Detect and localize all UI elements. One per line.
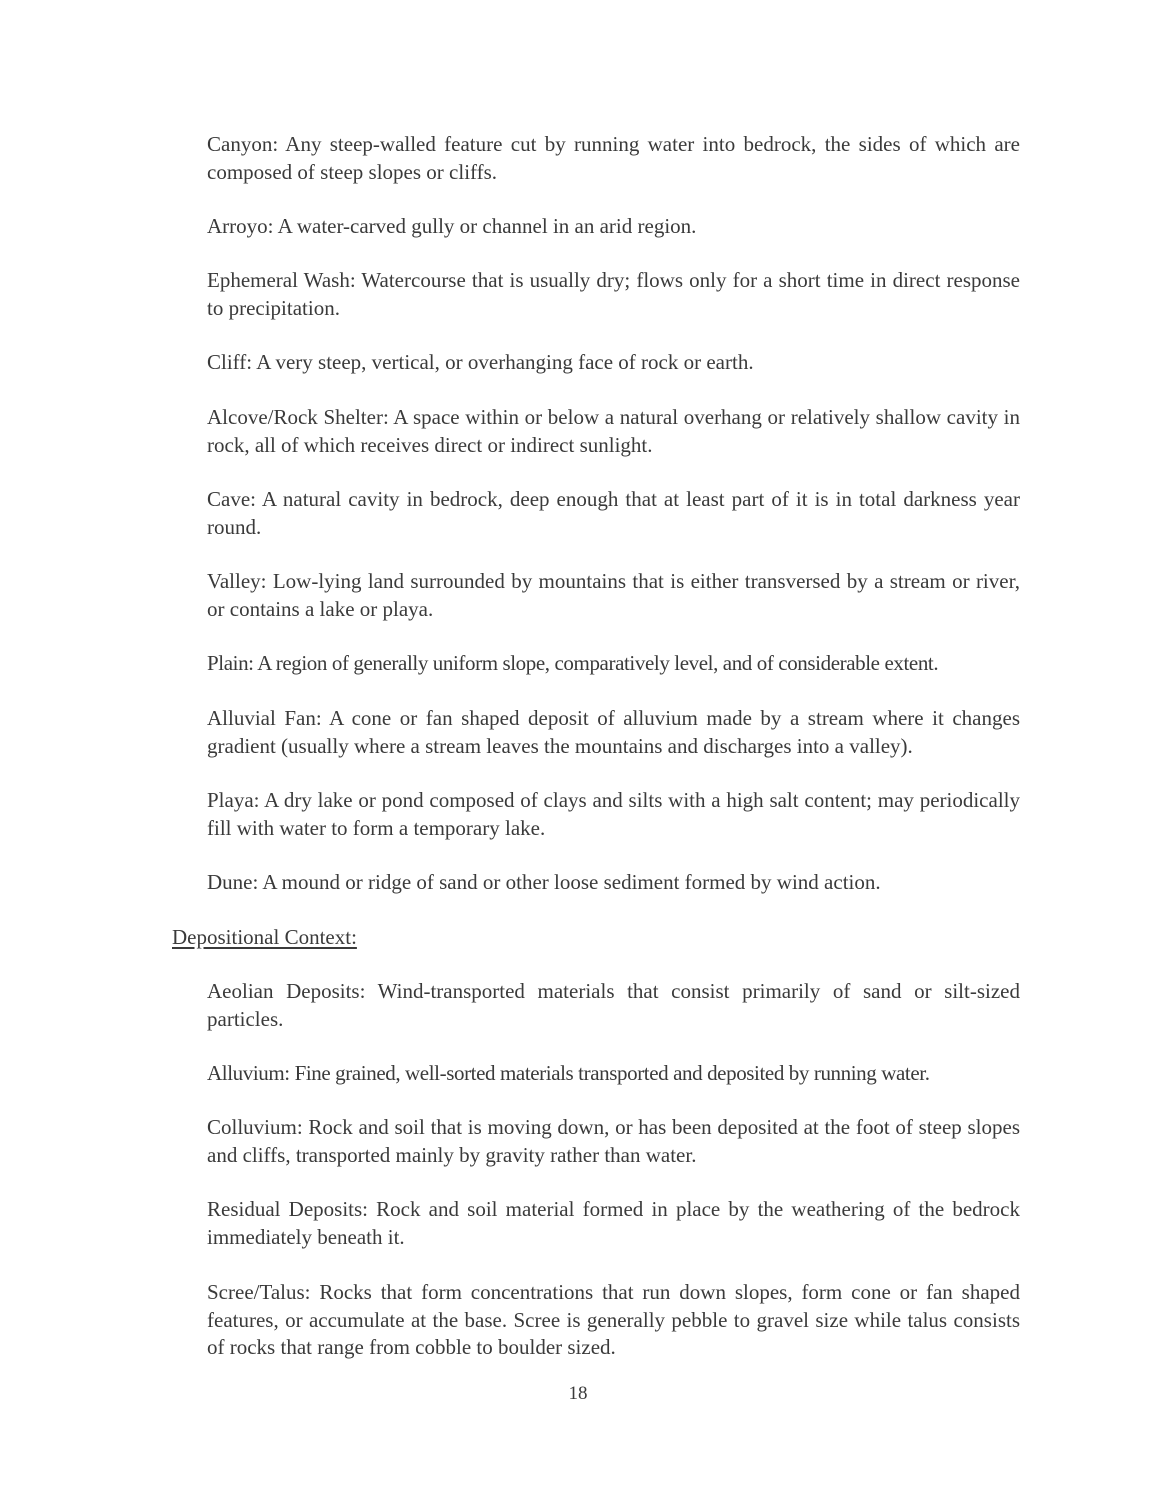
definition-colluvium: Colluvium: Rock and soil that is moving down, or has been deposited at the foot of steep slopes and cliffs, transported mainly by gravity rather than water.	[207, 1115, 1020, 1167]
page-number: 18	[568, 1383, 588, 1404]
definition-residual-deposits: Residual Deposits: Rock and soil material formed in place by the weathering of the bedrock immediately beneath it.	[207, 1197, 1020, 1249]
definition-playa: Playa: A dry lake or pond composed of clays and silts with a high salt content; may periodically fill with water to form a temporary lake.	[207, 788, 1020, 840]
definition-aeolian-deposits: Aeolian Deposits: Wind-transported materials that consist primarily of sand or silt-sized particles.	[207, 979, 1020, 1031]
definition-cliff: Cliff: A very steep, vertical, or overhanging face of rock or earth.	[207, 350, 754, 374]
definition-arroyo: Arroyo: A water-carved gully or channel in an arid region.	[207, 214, 697, 238]
definition-alcove-rock-shelter: Alcove/Rock Shelter: A space within or below a natural overhang or relatively shallow cavity in rock, all of which receives direct or indirect sunlight.	[207, 405, 1020, 457]
definition-canyon: Canyon: Any steep-walled feature cut by running water into bedrock, the sides of which are composed of steep slopes or cliffs.	[207, 132, 1020, 184]
definition-dune: Dune: A mound or ridge of sand or other loose sediment formed by wind action.	[207, 870, 881, 894]
definition-cave: Cave: A natural cavity in bedrock, deep enough that at least part of it is in total darkness year round.	[207, 487, 1020, 539]
definition-scree-talus: Scree/Talus: Rocks that form concentrations that run down slopes, form cone or fan shaped features, or accumulate at the base. Scree is generally pebble to gravel size while talus consists of rocks that range from cobble to boulder sized.	[207, 1280, 1020, 1359]
definition-ephemeral-wash: Ephemeral Wash: Watercourse that is usually dry; flows only for a short time in direct response to precipitation.	[207, 268, 1020, 320]
definition-valley: Valley: Low-lying land surrounded by mountains that is either transversed by a stream or river, or contains a lake or playa.	[207, 569, 1020, 621]
definition-alluvial-fan: Alluvial Fan: A cone or fan shaped deposit of alluvium made by a stream where it changes gradient (usually where a stream leaves the mountains and discharges into a valley).	[207, 706, 1020, 758]
section-heading-depositional-context: Depositional Context:	[172, 925, 357, 949]
definition-plain: Plain: A region of generally uniform slope, comparatively level, and of considerable extent.	[207, 651, 939, 675]
definition-alluvium: Alluvium: Fine grained, well-sorted materials transported and deposited by running water.	[207, 1061, 930, 1085]
